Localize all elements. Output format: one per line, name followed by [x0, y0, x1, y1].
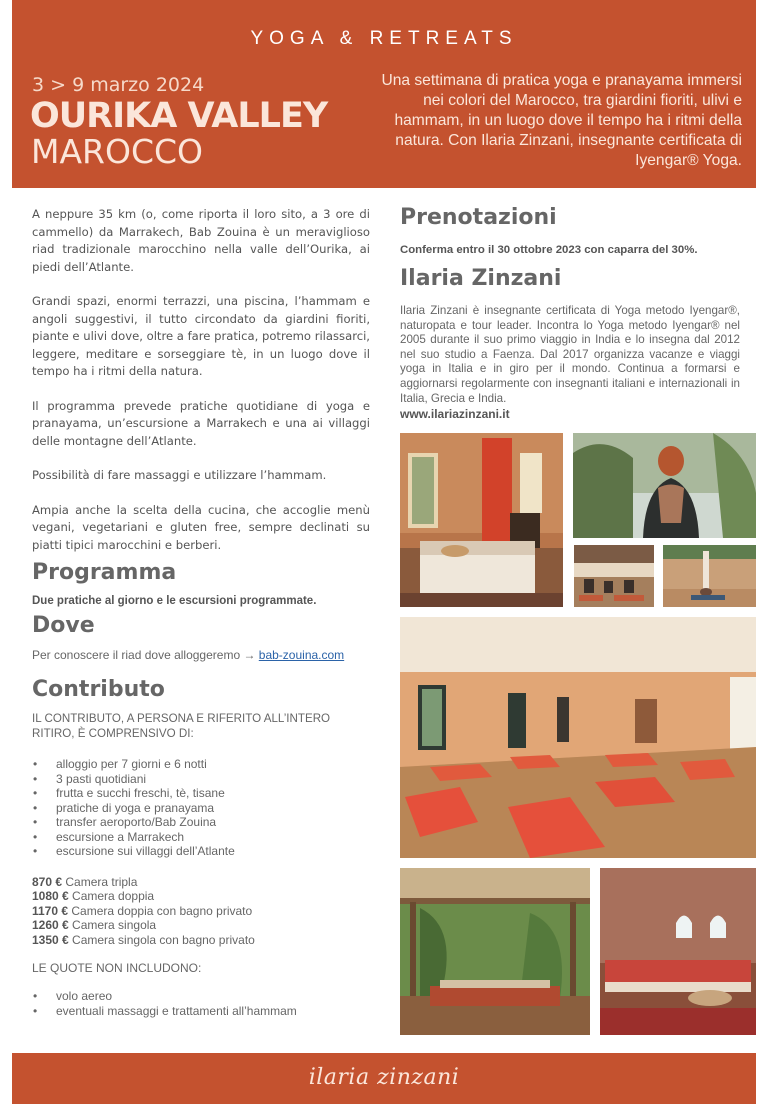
description-paragraph: A neppure 35 km (o, come riporta il loro sito, a 3 ore di cammello) da Marrakech, Bab Zouina è un meraviglioso riad tradizionale marocchino nella valle dell’Ourika, ai piedi dell’Atlante.	[32, 207, 370, 274]
group-yoga-photo	[574, 545, 654, 607]
dove-label: Per conoscere il riad dove alloggeremo →	[32, 648, 259, 662]
list-item: • transfer aeroporto/Bab Zouina	[56, 815, 370, 830]
yoga-hall-photo	[400, 617, 756, 858]
lounge-photo	[600, 868, 756, 1035]
bio-text: Ilaria Zinzani è insegnante certificata di Yoga metodo Iyengar®, naturopata e tour leader. Incontra lo Yoga metodo Iyengar® nel 2005 durante il suo primo viaggio in India e lo insegna dal 2012 nel suo studio a Faenza. Dal 2017 organizza vacanze e viaggi yoga in Italia e in giro per il mondo. Continua a formarsi e aggiornarsi regolarmente con insegnanti italiani e internazionali in Italia, Grecia e India.	[400, 304, 740, 405]
price-amount: 1170 €	[32, 903, 69, 918]
price-label: Camera doppia con bagno privato	[71, 903, 253, 918]
yoga-pose-photo	[573, 433, 756, 538]
price-label: Camera doppia	[72, 889, 155, 903]
prenotazioni-text: Conferma entro il 30 ottobre 2023 con caparra del 30%.	[400, 244, 698, 256]
garden-terrace-photo	[400, 868, 590, 1035]
includes-list	[32, 757, 370, 859]
bedroom-illustration	[400, 433, 563, 607]
headstand-photo	[663, 545, 756, 607]
list-item: • escursione sui villaggi dell’Atlante	[56, 844, 370, 859]
tagline: YOGA & RETREATS	[250, 28, 518, 49]
list-item: • 3 pasti quotidiani	[56, 772, 370, 787]
price-label: Camera singola con bagno privato	[72, 932, 255, 947]
bio-heading: Ilaria Zinzani	[400, 266, 562, 291]
price-label: Camera singola	[72, 918, 157, 932]
signature-logo: ilaria zinzani	[308, 1065, 460, 1090]
price-row	[32, 933, 370, 948]
lounge-illustration	[600, 868, 756, 1035]
price-row	[32, 904, 370, 919]
list-item: • alloggio per 7 giorni e 6 notti	[56, 757, 370, 772]
bab-zouina-link[interactable]: bab-zouina.com	[258, 648, 345, 662]
event-country: MAROCCO	[31, 132, 204, 171]
yoga-pose-illustration	[573, 433, 756, 538]
price-label: Camera tripla	[65, 874, 138, 889]
price-amount: 1260 €	[32, 918, 69, 932]
programma-heading: Programma	[32, 560, 177, 585]
description-paragraph: Il programma prevede pratiche quotidiane di yoga e pranayama, un’escursione a Marrakech e una ai villaggi delle montagne dell’Atlante.	[32, 398, 370, 448]
price-list	[32, 875, 370, 948]
contributo-heading: Contributo	[32, 677, 165, 702]
header-intro: Una settimana di pratica yoga e pranayama immersi nei colori del Marocco, tra giardini fioriti, ulivi e hammam, in un luogo dove il tempo ha i ritmi della natura. Con Ilaria Zinzani, insegnante certificata di Iyengar® Yoga.	[381, 72, 742, 169]
footer-banner	[12, 1053, 756, 1104]
price-row	[32, 918, 370, 933]
contributo-intro: IL CONTRIBUTO, A PERSONA E RIFERITO ALL’INTERO RITIRO, È COMPRENSIVO DI:	[32, 712, 331, 740]
price-amount: 1080 €	[32, 889, 69, 903]
description-paragraph: Ampia anche la scelta della cucina, che accoglie menù vegani, vegetariani e gluten free, sempre declinati su piatti tipici marocchini e berberi.	[32, 502, 370, 552]
headstand-illustration	[663, 545, 756, 607]
bedroom-photo	[400, 433, 563, 607]
dove-text	[32, 648, 370, 662]
event-place: OURIKA VALLEY	[30, 96, 328, 136]
dove-heading: Dove	[32, 613, 95, 638]
list-item: • eventuali massaggi e trattamenti all’hammam	[56, 1004, 370, 1019]
programma-text: Due pratiche al giorno e le escursioni programmate.	[32, 595, 317, 607]
right-column	[400, 205, 740, 421]
excludes-list	[32, 989, 370, 1018]
price-row	[32, 875, 370, 890]
excludes-title: LE QUOTE NON INCLUDONO:	[32, 961, 202, 975]
website-link[interactable]: www.ilariazinzani.it	[400, 407, 510, 422]
list-item: • escursione a Marrakech	[56, 830, 370, 845]
description-paragraph: Possibilità di fare massaggi e utilizzare l’hammam.	[32, 468, 327, 482]
event-dates: 3 > 9 marzo 2024	[32, 74, 205, 96]
garden-terrace-illustration	[400, 868, 590, 1035]
list-item: • volo aereo	[56, 989, 370, 1004]
description-paragraph: Grandi spazi, enormi terrazzi, una piscina, l’hammam e angoli suggestivi, il tutto circondato da giardini fioriti, piante e ulivi dove, oltre a fare pratica, potremo rilassarci, leggere, meditare e sorseggiare tè, in un luogo dove il tempo ha i ritmi della natura.	[32, 294, 370, 378]
left-column	[32, 206, 370, 1018]
price-amount: 1350 €	[32, 932, 69, 947]
group-yoga-illustration	[574, 545, 654, 607]
list-item: • frutta e succhi freschi, tè, tisane	[56, 786, 370, 801]
yoga-hall-illustration	[400, 617, 756, 858]
header-banner	[12, 0, 756, 188]
price-amount: 870 €	[32, 874, 63, 889]
prenotazioni-heading: Prenotazioni	[400, 205, 557, 230]
list-item: • pratiche di yoga e pranayama	[56, 801, 370, 816]
price-row	[32, 889, 370, 904]
